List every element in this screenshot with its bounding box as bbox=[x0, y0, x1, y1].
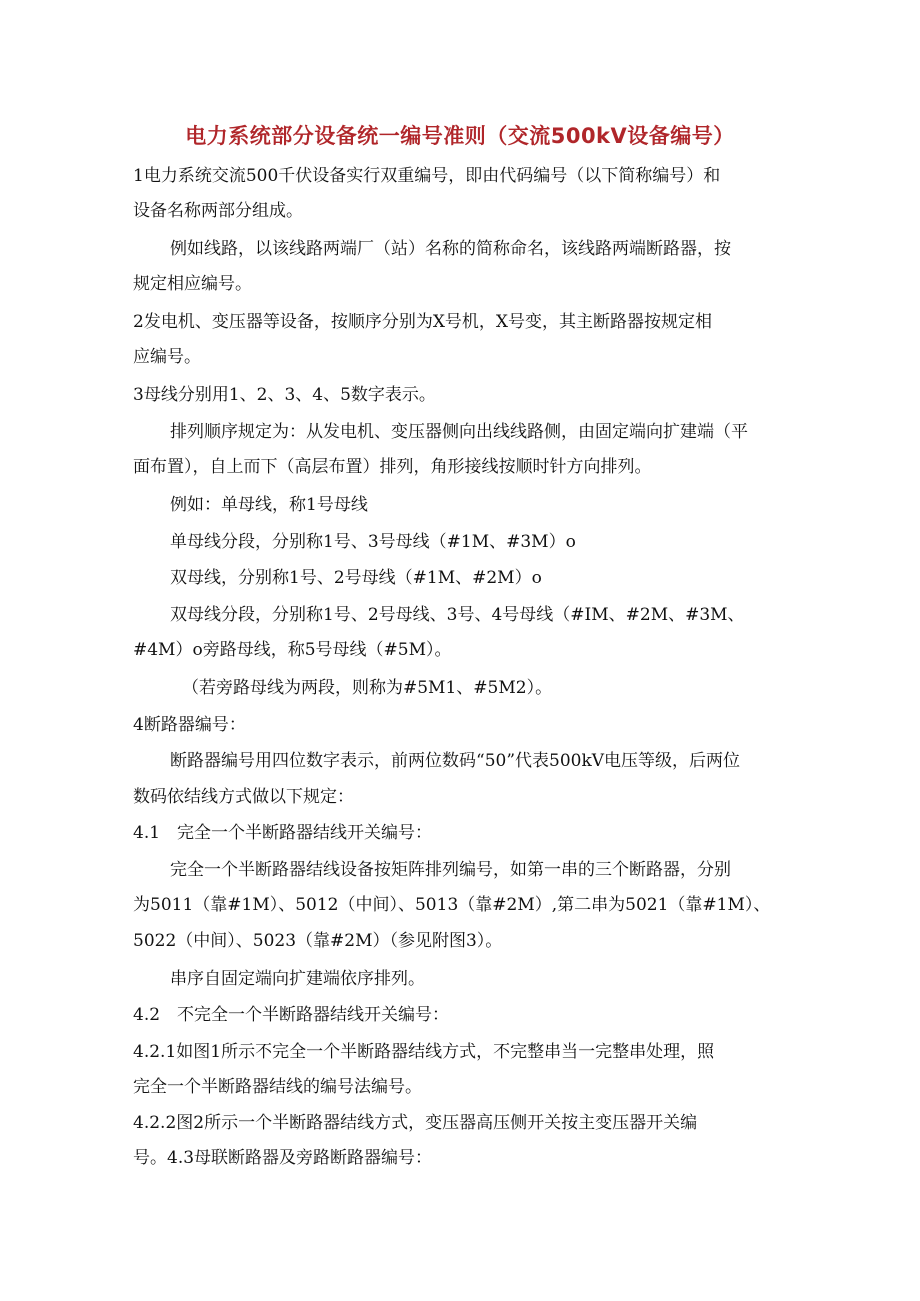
paragraph-line: 双母线分段，分别称1号、2号母线、3号、4号母线（#IM、#2M、#3M、 bbox=[170, 605, 745, 625]
paragraph-line: 完全一个半断路器结线的编号法编号。 bbox=[133, 1077, 422, 1097]
paragraph-line: 2发电机、变压器等设备，按顺序分别为X号机，X号变，其主断路器按规定相 bbox=[133, 312, 713, 332]
paragraph-line: 为5011（靠#1M）、5012（中间）、5013（靠#2M）,第二串为5021（靠#1M）、 bbox=[133, 895, 771, 915]
paragraph-line: 4.2.2图2所示一个半断路器结线方式，变压器高压侧开关按主变压器开关编 bbox=[133, 1113, 698, 1133]
paragraph-line: 断路器编号用四位数字表示，前两位数码“50”代表500kV电压等级，后两位 bbox=[170, 751, 741, 771]
paragraph-line: 4断路器编号： bbox=[133, 715, 246, 735]
paragraph-line: 4.1 完全一个半断路器结线开关编号： bbox=[133, 823, 433, 843]
paragraph-line: 设备名称两部分组成。 bbox=[133, 201, 303, 221]
paragraph-line: 3母线分别用1、2、3、4、5数字表示。 bbox=[133, 385, 436, 405]
paragraph-line: 面布置），自上而下（高层布置）排列，角形接线按顺时针方向排列。 bbox=[133, 457, 652, 477]
paragraph-line: 串序自固定端向扩建端依序排列。 bbox=[170, 969, 425, 989]
paragraph-line: 完全一个半断路器结线设备按矩阵排列编号，如第一串的三个断路器，分别 bbox=[170, 860, 731, 880]
document-title: 电力系统部分设备统一编号准则（交流500kV设备编号） bbox=[185, 124, 735, 148]
paragraph-line: 号。4.3母联断路器及旁路断路器编号： bbox=[133, 1148, 433, 1168]
paragraph-line: 双母线，分别称1号、2号母线（#1M、#2M）o bbox=[170, 568, 542, 588]
paragraph-line: #4M）o旁路母线，称5号母线（#5M）。 bbox=[133, 640, 452, 660]
paragraph-line: （若旁路母线为两段，则称为#5M1、#5M2）。 bbox=[182, 678, 553, 698]
paragraph-line: 4.2.1如图1所示不完全一个半断路器结线方式，不完整串当一完整串处理，照 bbox=[133, 1042, 715, 1062]
paragraph-line: 例如线路，以该线路两端厂（站）名称的简称命名，该线路两端断路器，按 bbox=[170, 239, 731, 259]
paragraph-line: 1电力系统交流500千伏设备实行双重编号，即由代码编号（以下简称编号）和 bbox=[133, 166, 721, 186]
paragraph-line: 例如：单母线，称1号母线 bbox=[170, 495, 368, 515]
paragraph-line: 4.2 不完全一个半断路器结线开关编号： bbox=[133, 1005, 450, 1025]
paragraph-line: 5022（中间）、5023（靠#2M）（参见附图3）。 bbox=[133, 931, 503, 951]
paragraph-line: 单母线分段，分别称1号、3号母线（#1M、#3M）o bbox=[170, 532, 576, 552]
paragraph-line: 规定相应编号。 bbox=[133, 274, 252, 294]
paragraph-line: 数码依结线方式做以下规定： bbox=[133, 787, 354, 807]
paragraph-line: 排列顺序规定为：从发电机、变压器侧向出线线路侧，由固定端向扩建端（平 bbox=[170, 422, 748, 442]
paragraph-line: 应编号。 bbox=[133, 347, 201, 367]
